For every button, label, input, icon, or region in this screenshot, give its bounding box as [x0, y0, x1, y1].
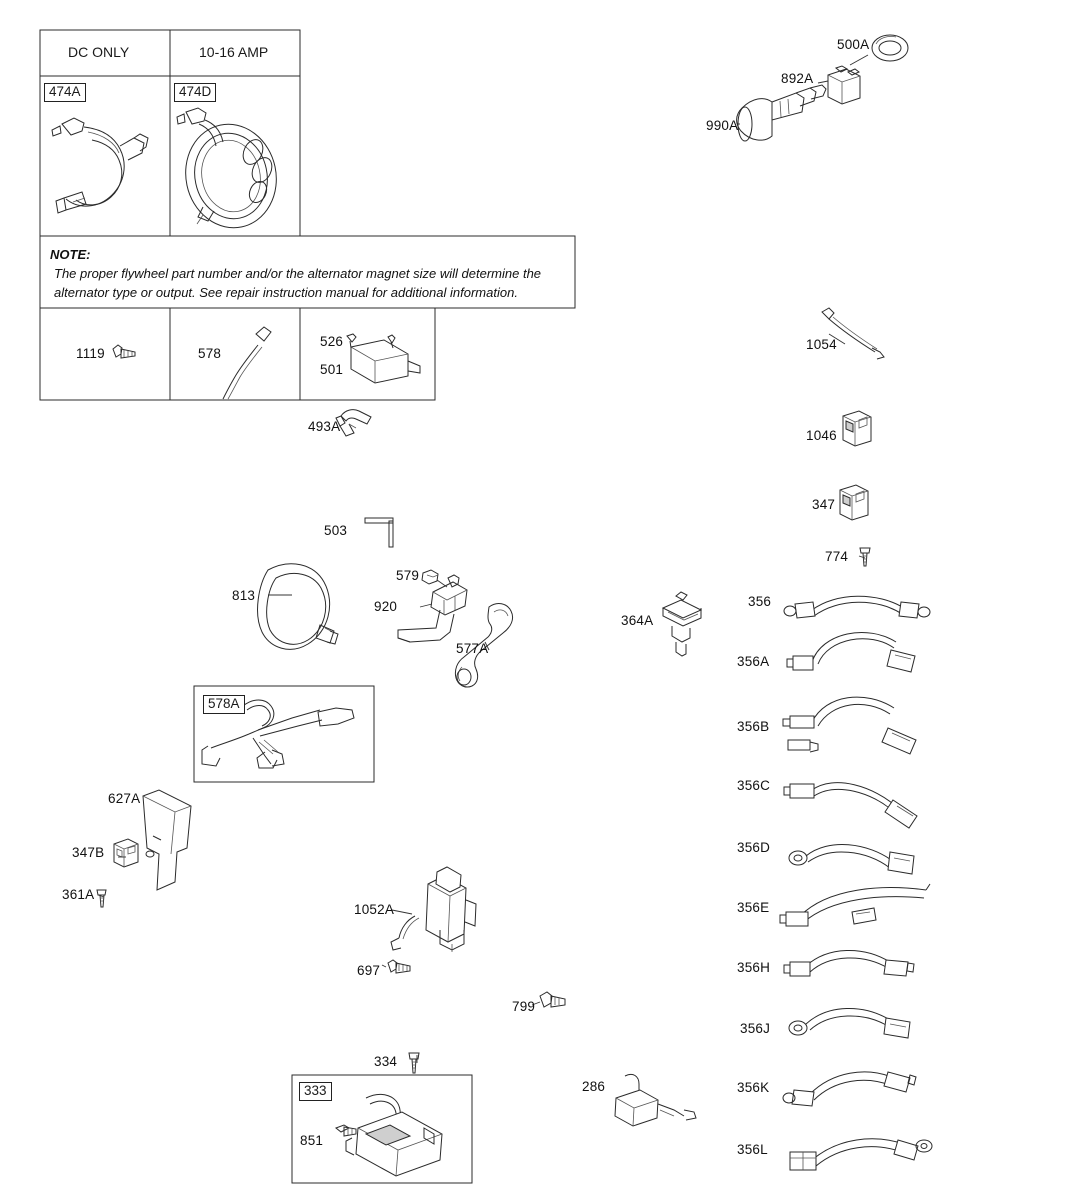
callout-697: 697 [357, 963, 381, 978]
part-356K-artwork [783, 1072, 916, 1106]
callout-526: 526 [320, 334, 344, 349]
callout-813: 813 [232, 588, 256, 603]
part-1046-artwork [843, 411, 871, 446]
callout-356A: 356A [737, 654, 770, 669]
callout-356J: 356J [740, 1021, 771, 1036]
part-361A-artwork [97, 890, 106, 907]
callout-578A: 578A [203, 695, 245, 714]
note-block [50, 246, 562, 303]
callout-920: 920 [374, 599, 398, 614]
note-text: The proper flywheel part number and/or the alternator magnet size will determine the alternator type or output. See repair instruction manual for additional information. [54, 265, 542, 300]
callout-799: 799 [512, 999, 536, 1014]
callout-356: 356 [748, 594, 772, 609]
part-364A-artwork [663, 592, 701, 656]
part-286-artwork [615, 1074, 696, 1126]
callout-774: 774 [825, 549, 849, 564]
part-892A-artwork [828, 66, 860, 104]
part-579-artwork [422, 570, 438, 584]
part-813-artwork [258, 564, 338, 650]
part-799-artwork [540, 992, 565, 1007]
callout-1054: 1054 [806, 337, 837, 352]
part-990A-artwork [737, 85, 826, 141]
callout-501: 501 [320, 362, 344, 377]
callout-627A: 627A [108, 791, 141, 806]
part-500A-artwork [872, 35, 908, 61]
part-578-artwork [223, 327, 271, 399]
callout-503: 503 [324, 523, 348, 538]
part-356E-artwork [780, 884, 930, 926]
callout-356E: 356E [737, 900, 770, 915]
table-col2-header: 10-16 AMP [199, 44, 269, 60]
part-493A-artwork [336, 410, 371, 436]
callout-361A: 361A [62, 887, 95, 902]
table-col1-header: DC ONLY [68, 44, 130, 60]
part-474A-artwork [52, 118, 148, 213]
callout-356L: 356L [737, 1142, 768, 1157]
callout-1046: 1046 [806, 428, 837, 443]
callout-356B: 356B [737, 719, 770, 734]
part-1119-artwork [113, 345, 135, 358]
part-503-artwork [365, 518, 393, 547]
part-356D-artwork [789, 845, 914, 874]
part-356B-artwork [783, 697, 916, 754]
part-627A-artwork [143, 790, 191, 890]
part-347-artwork [840, 485, 868, 520]
callout-1052A: 1052A [354, 902, 395, 917]
note-label: NOTE: [50, 247, 91, 262]
callout-347B: 347B [72, 845, 105, 860]
part-347B-artwork [114, 839, 138, 867]
callout-1119: 1119 [76, 346, 105, 361]
callout-356K: 356K [737, 1080, 770, 1095]
callout-334: 334 [374, 1054, 398, 1069]
callout-474D: 474D [174, 83, 216, 102]
callout-579: 579 [396, 568, 420, 583]
alternator-table-frame [40, 30, 575, 400]
part-356J-artwork [789, 1008, 910, 1038]
part-334-artwork [409, 1053, 419, 1073]
part-356H-artwork [784, 950, 914, 976]
callout-356C: 356C [737, 778, 771, 793]
callout-990A: 990A [706, 118, 739, 133]
callout-474A: 474A [44, 83, 86, 102]
callout-356H: 356H [737, 960, 771, 975]
part-356C-artwork [784, 783, 917, 828]
part-474D-artwork [176, 108, 286, 236]
part-356A-artwork [787, 632, 915, 672]
part-356-artwork [784, 596, 930, 618]
callout-286: 286 [582, 1079, 606, 1094]
callout-493A: 493A [308, 419, 341, 434]
part-920-artwork [398, 575, 467, 642]
callout-356D: 356D [737, 840, 771, 855]
callout-500A: 500A [837, 37, 870, 52]
part-501-526-artwork [347, 334, 420, 383]
callout-578: 578 [198, 346, 222, 361]
callout-333: 333 [299, 1082, 332, 1101]
part-1052A-artwork [391, 867, 476, 952]
callout-851: 851 [300, 1133, 324, 1148]
callout-577A: 577A [456, 641, 489, 656]
part-333-artwork [336, 1094, 442, 1176]
part-356L-artwork [790, 1139, 932, 1170]
callout-364A: 364A [621, 613, 654, 628]
part-697-artwork [388, 960, 410, 973]
callout-347: 347 [812, 497, 836, 512]
callout-892A: 892A [781, 71, 814, 86]
